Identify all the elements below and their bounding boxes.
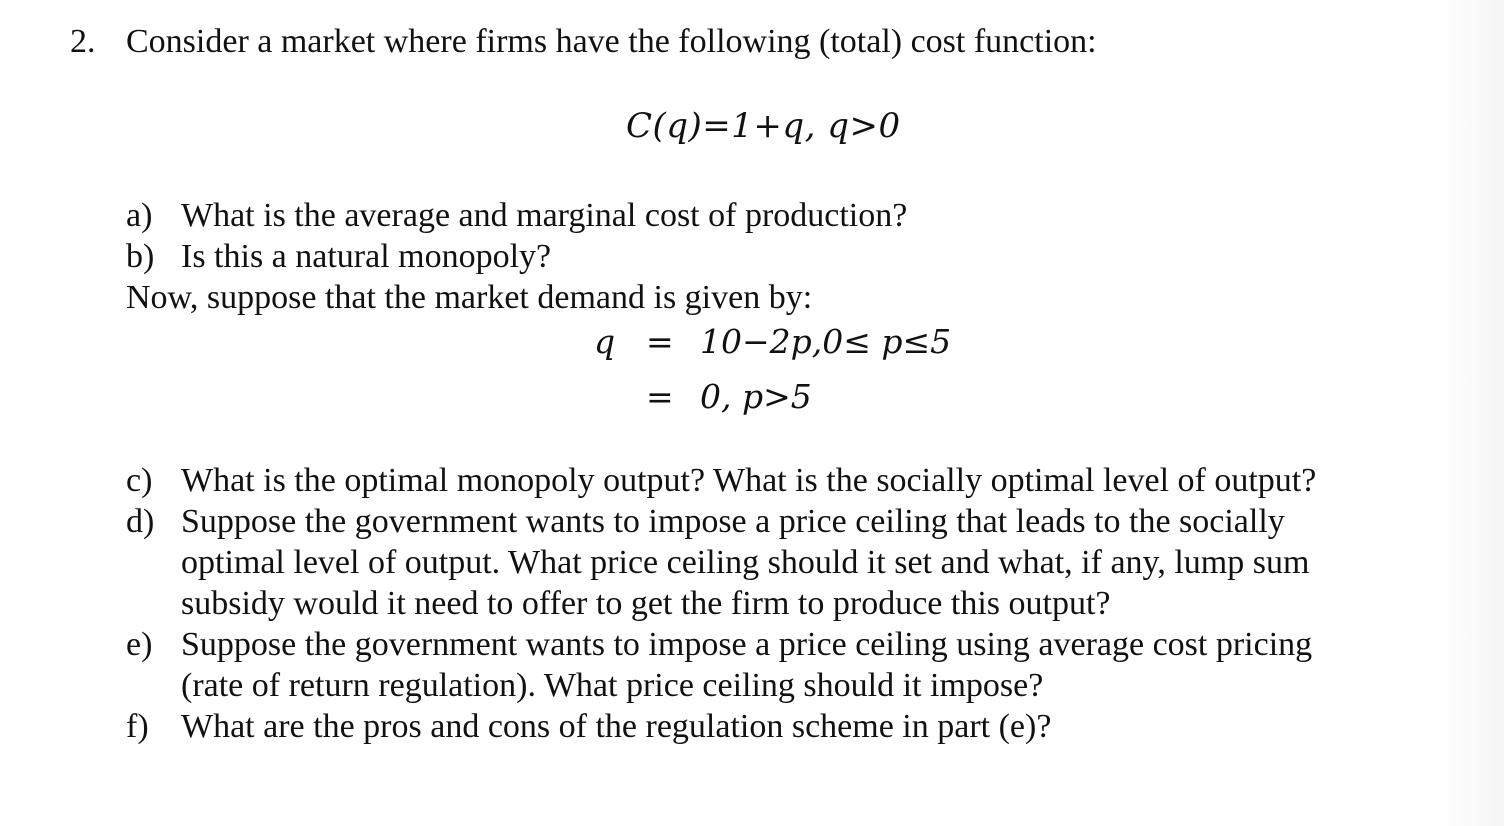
part-e-line-1: Suppose the government wants to impose a price ceiling using average cost pricing xyxy=(181,626,1313,663)
demand-equals-2: = xyxy=(646,377,674,416)
part-a-text: What is the average and marginal cost of production? xyxy=(181,197,908,234)
demand-lhs: q xyxy=(594,322,616,361)
part-b-label: b) xyxy=(126,238,155,275)
part-d-line-3: subsidy would it need to offer to get the firm to produce this output? xyxy=(181,585,1111,622)
demand-rhs-1: 10−2p,0≤ p≤5 xyxy=(700,322,952,361)
demand-equals-1: = xyxy=(646,322,674,361)
part-f-line-1: What are the pros and cons of the regulation scheme in part (e)? xyxy=(181,708,1052,745)
part-d-label: d) xyxy=(126,503,155,540)
part-b-text: Is this a natural monopoly? xyxy=(181,238,552,275)
part-c-label: c) xyxy=(126,462,153,499)
demand-rhs-2: 0, p>5 xyxy=(700,377,812,416)
part-e-label: e) xyxy=(126,626,153,663)
part-d-line-2: optimal level of output. What price ceiling should it set and what, if any, lump sum xyxy=(181,544,1310,581)
part-d-line-1: Suppose the government wants to impose a price ceiling that leads to the socially xyxy=(181,503,1285,540)
part-a-label: a) xyxy=(126,197,153,234)
part-e-line-2: (rate of return regulation). What price ceiling should it impose? xyxy=(181,667,1044,704)
cost-function-formula: C(q)=1+q, q>0 xyxy=(626,106,901,146)
question-intro: Consider a market where firms have the following (total) cost function: xyxy=(126,23,1097,60)
demand-intro: Now, suppose that the market demand is given by: xyxy=(126,279,813,316)
part-c-line-1: What is the optimal monopoly output? What is the socially optimal level of output? xyxy=(181,462,1317,499)
part-f-label: f) xyxy=(126,708,149,745)
page-edge-shadow xyxy=(1434,0,1504,826)
question-number: 2. xyxy=(70,23,96,60)
